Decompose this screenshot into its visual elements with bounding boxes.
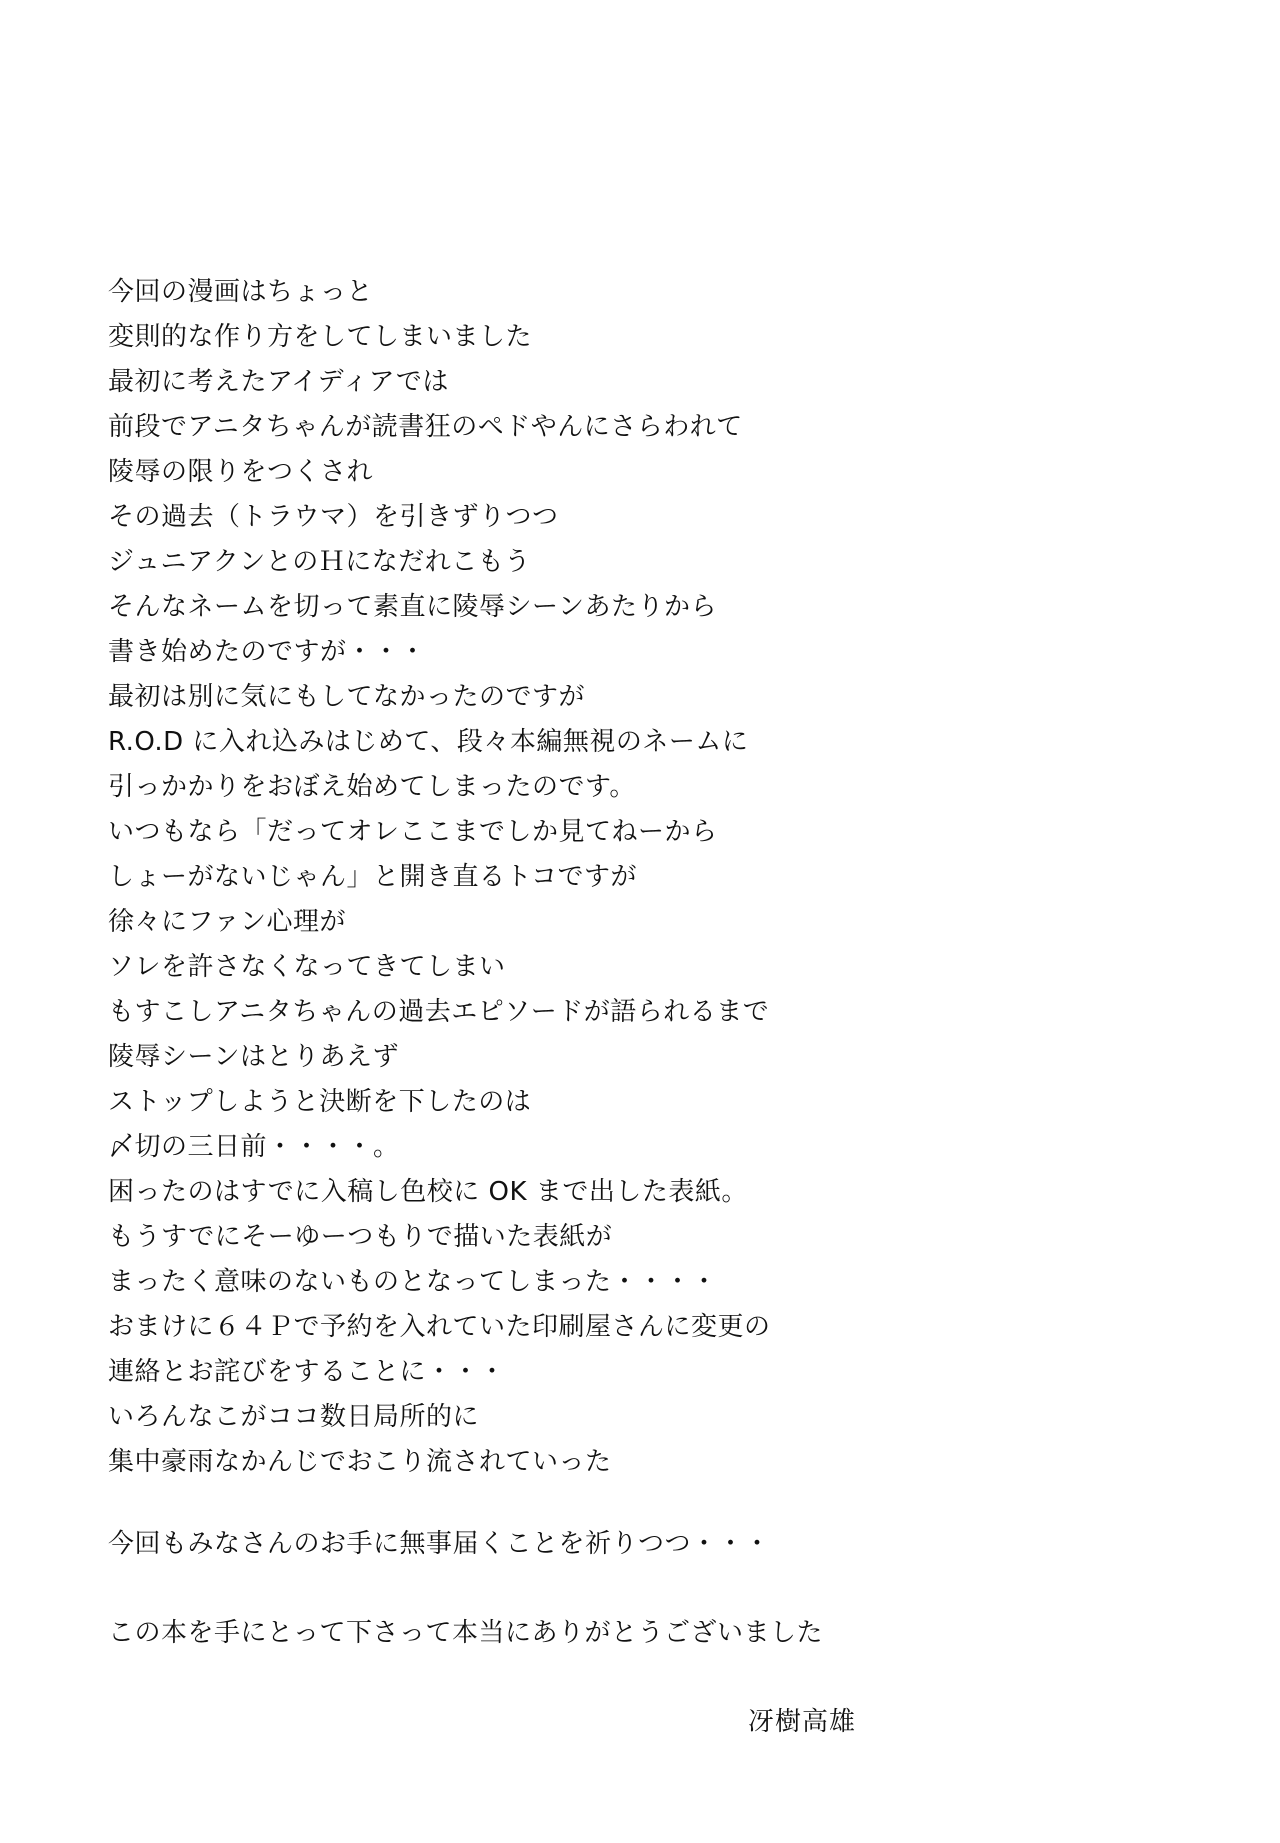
text-line: 〆切の三日前・・・・。 — [108, 1132, 400, 1162]
text-line: 今回の漫画はちょっと — [108, 277, 374, 307]
text-line: 前段でアニタちゃんが読書狂のペドやんにさらわれて — [108, 412, 743, 442]
text-line: もうすでにそーゆーつもりで描いた表紙が — [108, 1222, 613, 1252]
text-line: いつもなら「だってオレここまでしか見てねーから — [108, 817, 718, 847]
text-line: そんなネームを切って素直に陵辱シーンあたりから — [108, 592, 717, 622]
text-line: おまけに６４Ｐで予約を入れていた印刷屋さんに変更の — [108, 1312, 771, 1342]
text-line: もすこしアニタちゃんの過去エピソードが語られるまで — [108, 997, 770, 1027]
text-line: 集中豪雨なかんじでおこり流されていった — [108, 1447, 612, 1477]
afterword-body — [108, 270, 1188, 1485]
text-line: 徐々にファン心理が — [108, 907, 346, 937]
closing-thanks: この本を手にとって下さって本当にありがとうございました — [108, 1618, 823, 1648]
text-line: その過去（トラウマ）を引きずりつつ — [108, 502, 559, 532]
text-line: 書き始めたのですが・・・ — [108, 637, 427, 667]
text-line: 引っかかりをおぼえ始めてしまったのです。 — [108, 772, 636, 802]
closing-wish: 今回もみなさんのお手に無事届くことを祈りつつ・・・ — [108, 1529, 771, 1559]
text-line: 陵辱シーンはとりあえず — [108, 1042, 399, 1072]
text-line: 最初に考えたアイディアでは — [108, 367, 449, 397]
text-line: ストップしようと決断を下したのは — [108, 1087, 532, 1117]
text-line: ソレを許さなくなってきてしまい — [108, 952, 506, 982]
text-line: 連絡とお詫びをすることに・・・ — [108, 1357, 506, 1387]
text-line: 陵辱の限りをつくされ — [108, 457, 374, 487]
author-signature: 冴樹高雄 — [748, 1707, 857, 1737]
text-line: R.O.D に入れ込みはじめて、段々本編無視のネームに — [108, 727, 749, 757]
text-line: いろんなこがココ数日局所的に — [108, 1402, 480, 1432]
text-line: ジュニアクンとのＨになだれこもう — [108, 547, 531, 577]
text-line: 困ったのはすでに入稿し色校に OK まで出した表紙。 — [108, 1177, 748, 1207]
text-line: 最初は別に気にもしてなかったのですが — [108, 682, 586, 712]
text-line: 変則的な作り方をしてしまいました — [108, 322, 533, 352]
text-line: しょーがないじゃん」と開き直るトコですが — [108, 862, 637, 892]
text-line: まったく意味のないものとなってしまった・・・・ — [108, 1267, 718, 1297]
